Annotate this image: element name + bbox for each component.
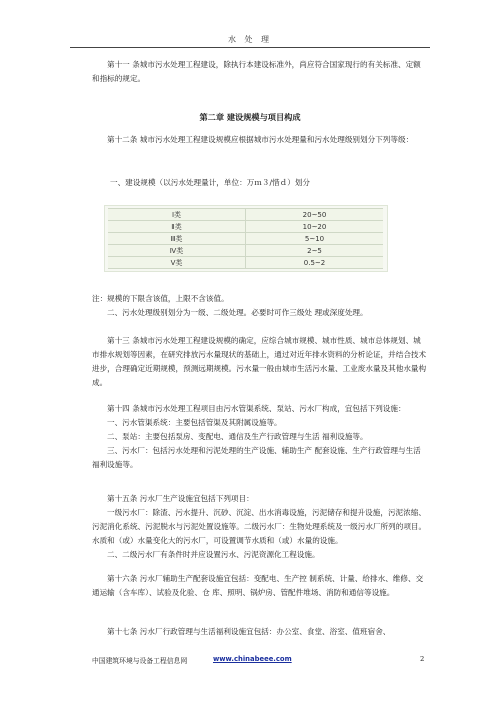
article-17	[92, 625, 427, 639]
article-15-item-2: 二、二级污水厂有条件时并应设置污水、污泥资源化工程设施。	[107, 550, 320, 559]
footer-org: 中国建筑环境与设备工程信息网	[92, 657, 188, 665]
header-rule	[70, 47, 430, 48]
article-14-text: 第十四 条城市污水处理工程项目由污水管渠系统、泵站、污水厂构成，宜包括下列设施：	[107, 404, 406, 413]
scale-range-cell: 20~50	[246, 209, 384, 221]
scale-note-text: 注：规模的下限含该值，上限不含该值。	[92, 294, 229, 303]
scale-table-row	[108, 233, 383, 245]
article-14-item-1: 一、污水管渠系统：主要包括管渠及其附属设施等。	[107, 418, 282, 427]
running-header: 水 处 理	[227, 35, 273, 44]
scale-note	[92, 292, 427, 320]
scale-class-cell: Ⅱ类	[108, 221, 246, 233]
scale-table-row	[108, 245, 383, 257]
article-16	[92, 572, 427, 600]
article-15-item-1: 一级污水厂：除渣、污水提升、沉砂、沉淀、出水消毒设施，污泥储存和提升设施，污泥浓缩、污泥消化系统、污泥脱水与污泥处置设施等。二级污水厂：生物处理系统及一级污水厂所列的项目。水质和（或）水量变化大的污水厂，可设置调节水质和（或）水量的设施。	[92, 508, 427, 545]
article-11	[92, 58, 427, 86]
scale-range-cell: 5~10	[246, 233, 384, 245]
scale-class-cell: Ⅰ类	[108, 209, 246, 221]
scale-class-cell: Ⅴ类	[108, 257, 246, 269]
levels-text: 二、污水处理级别划分为一级、二级处理。必要时可作三级处 理或深度处理。	[107, 308, 368, 317]
article-12-text: 第十二条 城市污水处理工程建设规模应根据城市污水处理量和污水处理级别划分下列等级：	[107, 135, 414, 144]
article-15	[92, 492, 427, 562]
article-14-item-2: 二、泵站：主要包括泵房、变配电、通信及生产行政管理与生活 福利设施等。	[107, 432, 368, 441]
article-12	[92, 133, 427, 147]
article-13	[92, 334, 427, 390]
scale-range-cell: 10~20	[246, 221, 384, 233]
article-16-text: 第十六条 污水厂辅助生产配套设施宜包括：变配电、生产控 制系统、计量、给排水、维修、交通运输（含车库）、试验及化验、仓 库、照明、锅炉房、管配件堆场、消防和通信等设施。	[92, 574, 424, 597]
article-17-text: 第十七条 污水厂行政管理与生活福利设施宜包括：办公室、食堂、浴室、值班宿舍、	[107, 627, 391, 636]
scale-table	[108, 208, 383, 269]
article-14	[92, 402, 427, 472]
scale-range-cell: 2~5	[246, 245, 384, 257]
scale-class-cell: Ⅲ类	[108, 233, 246, 245]
scale-table-row	[108, 221, 383, 233]
scale-table-row	[108, 257, 383, 269]
article-15-text: 第十五条 污水厂生产设施宜包括下列项目：	[107, 494, 254, 503]
scale-heading-text: 一、建设规模（以污水处理量计，单位：万ｍ３/惜ｄ）划分	[110, 178, 310, 187]
scale-range-cell: 0.5~2	[246, 257, 384, 269]
chapter-title: 第二章 建设规模与项目构成	[199, 112, 301, 122]
scale-table-row	[108, 209, 383, 221]
footer-link[interactable]: www.chinabeee.com	[213, 655, 292, 663]
article-14-item-3: 三、污水厂：包括污水处理和污泥处理的生产设施、辅助生产 配套设施、生产行政管理与生活福利设施等。	[92, 446, 421, 469]
article-11-text: 第十一 条城市污水处理工程建设，除执行本建设标准外，尚应符合国家现行的有关标准、定额和指标的规定。	[92, 60, 421, 83]
article-13-text: 第十三 条城市污水处理工程建设规模的确定，应综合城市规模、城市性质、城市总体规划、城市排水规划等因素，在研究排放污水量现状的基础上，通过对近年排水资料的分析论证，并结合技术进步，合理确定近期规模，预测远期规模。污水量一般由城市生活污水量、工业废水量及其他水量构成。	[92, 336, 427, 387]
page-number: 2	[420, 655, 425, 663]
scale-class-cell: Ⅳ类	[108, 245, 246, 257]
scale-heading	[110, 176, 445, 190]
